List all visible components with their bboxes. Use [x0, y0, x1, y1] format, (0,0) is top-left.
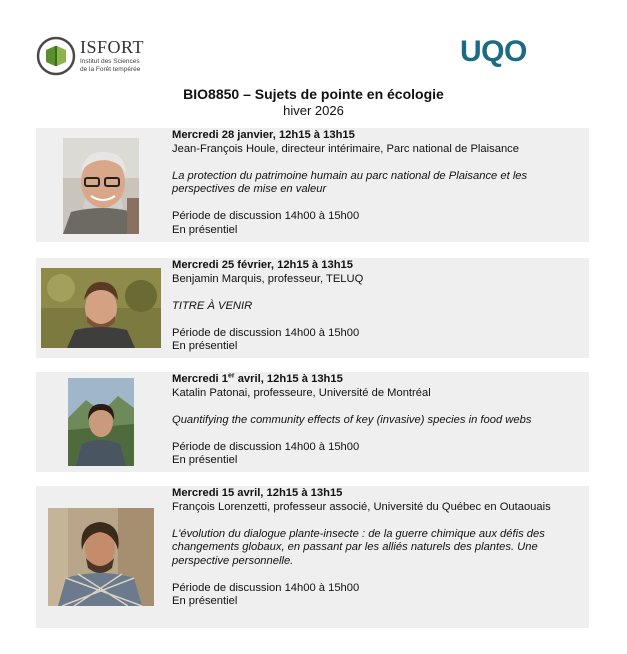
- talk-speaker: Jean-François Houle, directeur intérimaire, Parc national de Plaisance: [172, 142, 519, 155]
- uqo-logo: UQO: [460, 35, 527, 68]
- talk-mode: En présentiel: [172, 454, 238, 466]
- talk-mode: En présentiel: [172, 595, 238, 607]
- speaker-photo: [48, 508, 154, 606]
- talk-speaker: Benjamin Marquis, professeur, TELUQ: [172, 272, 364, 285]
- talk-title: L'évolution du dialogue plante-insecte : de la guerre chimique aux défis des changements globaux, en passant par les alliés naturels des plantes. Une perspective personnelle.: [172, 527, 545, 567]
- talk-discussion: Période de discussion 14h00 à 15h00: [172, 326, 360, 339]
- talk-title: Quantifying the community effects of key (invasive) species in food webs: [172, 413, 532, 426]
- speaker-photo: [68, 378, 134, 466]
- talk-mode: En présentiel: [172, 223, 238, 236]
- talk-info: [172, 373, 587, 468]
- talk-card: [36, 372, 589, 472]
- course-title: BIO8850 – Sujets de pointe en écologie: [183, 86, 444, 102]
- course-heading: [0, 86, 627, 119]
- talk-info: [172, 129, 587, 237]
- talk-discussion: Période de discussion 14h00 à 15h00: [172, 440, 360, 453]
- header: [0, 0, 627, 85]
- talk-card: [36, 258, 589, 358]
- speaker-photo: [41, 268, 161, 348]
- talk-date: Mercredi 28 janvier, 12h15 à 13h15: [172, 129, 355, 141]
- isfort-logo-icon: [36, 36, 76, 76]
- talk-info: [172, 259, 587, 354]
- talk-speaker: François Lorenzetti, professeur associé, Université du Québec en Outaouais: [172, 500, 551, 513]
- talk-date: Mercredi 15 avril, 12h15 à 13h15: [172, 487, 343, 499]
- speaker-photo: [63, 138, 139, 234]
- talk-discussion: Période de discussion 14h00 à 15h00: [172, 581, 360, 594]
- course-session: hiver 2026: [283, 103, 344, 118]
- isfort-subtitle-1: Institut des Sciences: [80, 58, 140, 65]
- talk-mode: En présentiel: [172, 340, 238, 352]
- isfort-name: ISFORT: [80, 37, 144, 57]
- talk-title: TITRE À VENIR: [172, 299, 253, 312]
- talk-card: [36, 486, 589, 628]
- talk-info: [172, 487, 587, 609]
- isfort-wordmark: [80, 38, 144, 73]
- talk-speaker: Katalin Patonai, professeure, Université de Montréal: [172, 386, 431, 399]
- talk-date: Mercredi 1er avril, 12h15 à 13h15: [172, 372, 343, 385]
- talk-date: Mercredi 25 février, 12h15 à 13h15: [172, 259, 353, 271]
- talk-discussion: Période de discussion 14h00 à 15h00: [172, 210, 360, 222]
- talk-card: [36, 128, 589, 242]
- isfort-subtitle-2: de la Forêt tempérée: [80, 65, 141, 73]
- talk-title: La protection du patrimoine humain au parc national de Plaisance et les perspectives de mise en valeur: [172, 169, 528, 195]
